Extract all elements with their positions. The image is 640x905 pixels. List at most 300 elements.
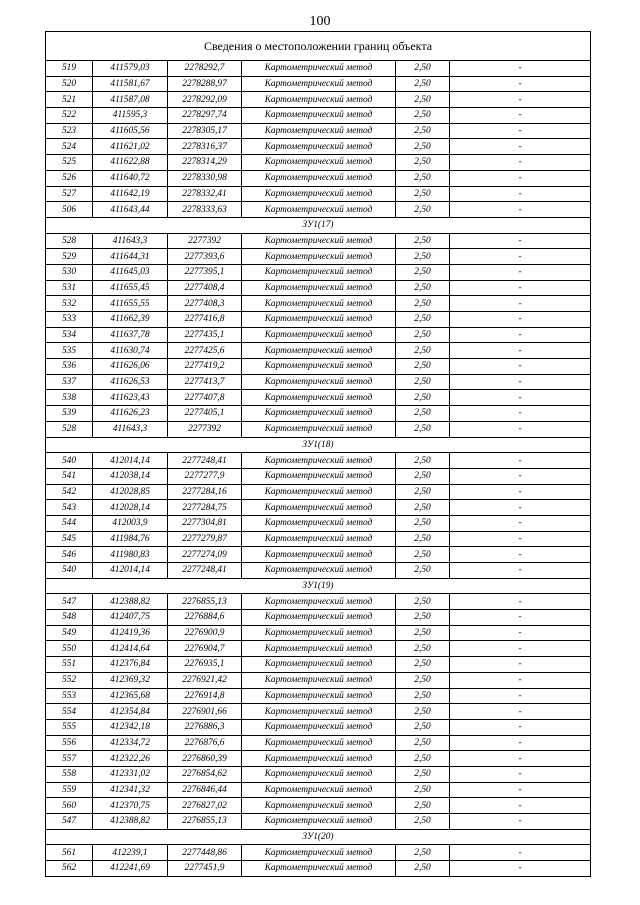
precision-cell: 2,50 — [396, 861, 450, 877]
y-coordinate-cell: 2276900,9 — [168, 625, 242, 641]
point-number-cell: 506 — [46, 202, 93, 218]
point-number-cell: 538 — [46, 390, 93, 406]
precision-cell: 2,50 — [396, 139, 450, 155]
precision-cell: 2,50 — [396, 108, 450, 124]
method-cell: Картометрический метод — [242, 625, 396, 641]
description-cell: - — [450, 594, 591, 610]
description-cell: - — [450, 688, 591, 704]
point-number-cell: 545 — [46, 531, 93, 547]
table-row — [46, 264, 591, 280]
x-coordinate-cell: 411595,3 — [93, 108, 168, 124]
method-cell: Картометрический метод — [242, 814, 396, 830]
point-number-cell: 539 — [46, 406, 93, 422]
x-coordinate-cell: 412354,84 — [93, 704, 168, 720]
y-coordinate-cell: 2277393,6 — [168, 249, 242, 265]
precision-cell: 2,50 — [396, 719, 450, 735]
precision-cell: 2,50 — [396, 327, 450, 343]
method-cell: Картометрический метод — [242, 76, 396, 92]
description-cell: - — [450, 390, 591, 406]
precision-cell: 2,50 — [396, 123, 450, 139]
method-cell: Картометрический метод — [242, 719, 396, 735]
point-number-cell: 560 — [46, 798, 93, 814]
point-number-cell: 555 — [46, 719, 93, 735]
method-cell: Картометрический метод — [242, 343, 396, 359]
x-coordinate-cell: 411642,19 — [93, 186, 168, 202]
precision-cell: 2,50 — [396, 735, 450, 751]
y-coordinate-cell: 2277435,1 — [168, 327, 242, 343]
description-cell: - — [450, 249, 591, 265]
description-cell: - — [450, 108, 591, 124]
table-row — [46, 610, 591, 626]
page-number: 100 — [309, 14, 331, 29]
precision-cell: 2,50 — [396, 264, 450, 280]
table-row — [46, 641, 591, 657]
y-coordinate-cell: 2276935,1 — [168, 657, 242, 673]
method-cell: Картометрический метод — [242, 735, 396, 751]
point-number-cell: 541 — [46, 468, 93, 484]
method-cell: Картометрический метод — [242, 766, 396, 782]
x-coordinate-cell: 411626,53 — [93, 374, 168, 390]
x-coordinate-cell: 412003,9 — [93, 515, 168, 531]
method-cell: Картометрический метод — [242, 92, 396, 108]
x-coordinate-cell: 411655,45 — [93, 280, 168, 296]
table-row — [46, 468, 591, 484]
precision-cell: 2,50 — [396, 672, 450, 688]
description-cell: - — [450, 845, 591, 861]
point-number-cell: 554 — [46, 704, 93, 720]
table-row — [46, 798, 591, 814]
x-coordinate-cell: 411621,02 — [93, 139, 168, 155]
table-row — [46, 688, 591, 704]
description-cell: - — [450, 563, 591, 579]
x-coordinate-cell: 411643,3 — [93, 421, 168, 437]
y-coordinate-cell: 2277392 — [168, 421, 242, 437]
y-coordinate-cell: 2277248,41 — [168, 563, 242, 579]
point-number-cell: 525 — [46, 155, 93, 171]
section-name: ЗУ1(18) — [46, 437, 591, 453]
point-number-cell: 520 — [46, 76, 93, 92]
precision-cell: 2,50 — [396, 798, 450, 814]
description-cell: - — [450, 751, 591, 767]
x-coordinate-cell: 411643,44 — [93, 202, 168, 218]
table-row — [46, 547, 591, 563]
method-cell: Картометрический метод — [242, 751, 396, 767]
description-cell: - — [450, 672, 591, 688]
point-number-cell: 533 — [46, 312, 93, 328]
point-number-cell: 550 — [46, 641, 93, 657]
table-row — [46, 170, 591, 186]
y-coordinate-cell: 2277448,86 — [168, 845, 242, 861]
y-coordinate-cell: 2277405,1 — [168, 406, 242, 422]
method-cell: Картометрический метод — [242, 61, 396, 77]
method-cell: Картометрический метод — [242, 500, 396, 516]
point-number-cell: 540 — [46, 453, 93, 469]
precision-cell: 2,50 — [396, 484, 450, 500]
y-coordinate-cell: 2277284,16 — [168, 484, 242, 500]
section-name: ЗУ1(19) — [46, 578, 591, 594]
x-coordinate-cell: 412334,72 — [93, 735, 168, 751]
x-coordinate-cell: 411622,88 — [93, 155, 168, 171]
y-coordinate-cell: 2277451,9 — [168, 861, 242, 877]
x-coordinate-cell: 411587,08 — [93, 92, 168, 108]
table-row — [46, 672, 591, 688]
table-row — [46, 327, 591, 343]
x-coordinate-cell: 412407,75 — [93, 610, 168, 626]
method-cell: Картометрический метод — [242, 139, 396, 155]
precision-cell: 2,50 — [396, 688, 450, 704]
table-row — [46, 531, 591, 547]
y-coordinate-cell: 2276854,62 — [168, 766, 242, 782]
section-name: ЗУ1(17) — [46, 217, 591, 233]
description-cell: - — [450, 76, 591, 92]
point-number-cell: 523 — [46, 123, 93, 139]
description-cell: - — [450, 782, 591, 798]
point-number-cell: 540 — [46, 563, 93, 579]
y-coordinate-cell: 2277284,75 — [168, 500, 242, 516]
table-row — [46, 359, 591, 375]
description-cell: - — [450, 343, 591, 359]
point-number-cell: 542 — [46, 484, 93, 500]
x-coordinate-cell: 412038,14 — [93, 468, 168, 484]
precision-cell: 2,50 — [396, 202, 450, 218]
precision-cell: 2,50 — [396, 515, 450, 531]
description-cell: - — [450, 814, 591, 830]
y-coordinate-cell: 2277395,1 — [168, 264, 242, 280]
description-cell: - — [450, 421, 591, 437]
point-number-cell: 543 — [46, 500, 93, 516]
method-cell: Картометрический метод — [242, 280, 396, 296]
section-header-row — [46, 578, 591, 594]
x-coordinate-cell: 412014,14 — [93, 453, 168, 469]
y-coordinate-cell: 2277407,8 — [168, 390, 242, 406]
method-cell: Картометрический метод — [242, 861, 396, 877]
x-coordinate-cell: 411630,74 — [93, 343, 168, 359]
point-number-cell: 558 — [46, 766, 93, 782]
precision-cell: 2,50 — [396, 312, 450, 328]
x-coordinate-cell: 412342,18 — [93, 719, 168, 735]
description-cell: - — [450, 625, 591, 641]
description-cell: - — [450, 123, 591, 139]
description-cell: - — [450, 798, 591, 814]
precision-cell: 2,50 — [396, 563, 450, 579]
description-cell: - — [450, 657, 591, 673]
precision-cell: 2,50 — [396, 751, 450, 767]
table-row — [46, 155, 591, 171]
table-row — [46, 719, 591, 735]
table-row — [46, 421, 591, 437]
method-cell: Картометрический метод — [242, 610, 396, 626]
table-row — [46, 139, 591, 155]
description-cell: - — [450, 264, 591, 280]
table-row — [46, 202, 591, 218]
precision-cell: 2,50 — [396, 766, 450, 782]
point-number-cell: 552 — [46, 672, 93, 688]
x-coordinate-cell: 412014,14 — [93, 563, 168, 579]
x-coordinate-cell: 411662,39 — [93, 312, 168, 328]
y-coordinate-cell: 2276904,7 — [168, 641, 242, 657]
x-coordinate-cell: 412388,82 — [93, 814, 168, 830]
y-coordinate-cell: 2277392 — [168, 233, 242, 249]
precision-cell: 2,50 — [396, 374, 450, 390]
point-number-cell: 527 — [46, 186, 93, 202]
y-coordinate-cell: 2277419,2 — [168, 359, 242, 375]
x-coordinate-cell: 411640,72 — [93, 170, 168, 186]
table-row — [46, 61, 591, 77]
method-cell: Картометрический метод — [242, 594, 396, 610]
y-coordinate-cell: 2277416,8 — [168, 312, 242, 328]
y-coordinate-cell: 2278333,63 — [168, 202, 242, 218]
x-coordinate-cell: 412365,68 — [93, 688, 168, 704]
method-cell: Картометрический метод — [242, 688, 396, 704]
method-cell: Картометрический метод — [242, 202, 396, 218]
precision-cell: 2,50 — [396, 359, 450, 375]
y-coordinate-cell: 2277277,9 — [168, 468, 242, 484]
table-title-row — [46, 32, 591, 61]
point-number-cell: 556 — [46, 735, 93, 751]
description-cell: - — [450, 547, 591, 563]
description-cell: - — [450, 233, 591, 249]
precision-cell: 2,50 — [396, 547, 450, 563]
method-cell: Картометрический метод — [242, 374, 396, 390]
table-row — [46, 453, 591, 469]
description-cell: - — [450, 170, 591, 186]
precision-cell: 2,50 — [396, 704, 450, 720]
precision-cell: 2,50 — [396, 155, 450, 171]
y-coordinate-cell: 2278332,41 — [168, 186, 242, 202]
precision-cell: 2,50 — [396, 500, 450, 516]
precision-cell: 2,50 — [396, 531, 450, 547]
method-cell: Картометрический метод — [242, 484, 396, 500]
precision-cell: 2,50 — [396, 625, 450, 641]
y-coordinate-cell: 2278330,98 — [168, 170, 242, 186]
method-cell: Картометрический метод — [242, 359, 396, 375]
point-number-cell: 521 — [46, 92, 93, 108]
method-cell: Картометрический метод — [242, 641, 396, 657]
x-coordinate-cell: 411626,23 — [93, 406, 168, 422]
method-cell: Картометрический метод — [242, 798, 396, 814]
precision-cell: 2,50 — [396, 594, 450, 610]
y-coordinate-cell: 2278305,17 — [168, 123, 242, 139]
x-coordinate-cell: 412369,32 — [93, 672, 168, 688]
x-coordinate-cell: 411623,43 — [93, 390, 168, 406]
description-cell: - — [450, 719, 591, 735]
description-cell: - — [450, 610, 591, 626]
point-number-cell: 546 — [46, 547, 93, 563]
y-coordinate-cell: 2276855,13 — [168, 594, 242, 610]
table-row — [46, 814, 591, 830]
point-number-cell: 528 — [46, 421, 93, 437]
table-title: Сведения о местоположении границ объекта — [46, 32, 591, 61]
table-row — [46, 92, 591, 108]
table-row — [46, 406, 591, 422]
point-number-cell: 528 — [46, 233, 93, 249]
table-row — [46, 108, 591, 124]
y-coordinate-cell: 2277304,81 — [168, 515, 242, 531]
description-cell: - — [450, 641, 591, 657]
point-number-cell: 562 — [46, 861, 93, 877]
description-cell: - — [450, 468, 591, 484]
description-cell: - — [450, 500, 591, 516]
method-cell: Картометрический метод — [242, 421, 396, 437]
point-number-cell: 529 — [46, 249, 93, 265]
description-cell: - — [450, 92, 591, 108]
point-number-cell: 544 — [46, 515, 93, 531]
y-coordinate-cell: 2278292,09 — [168, 92, 242, 108]
table-row — [46, 704, 591, 720]
table-row — [46, 563, 591, 579]
x-coordinate-cell: 412331,02 — [93, 766, 168, 782]
point-number-cell: 530 — [46, 264, 93, 280]
x-coordinate-cell: 412388,82 — [93, 594, 168, 610]
description-cell: - — [450, 312, 591, 328]
point-number-cell: 519 — [46, 61, 93, 77]
boundary-coordinates-table — [45, 31, 591, 877]
y-coordinate-cell: 2278316,37 — [168, 139, 242, 155]
point-number-cell: 561 — [46, 845, 93, 861]
method-cell: Картометрический метод — [242, 233, 396, 249]
description-cell: - — [450, 296, 591, 312]
method-cell: Картометрический метод — [242, 704, 396, 720]
point-number-cell: 522 — [46, 108, 93, 124]
table-row — [46, 657, 591, 673]
precision-cell: 2,50 — [396, 390, 450, 406]
method-cell: Картометрический метод — [242, 453, 396, 469]
description-cell: - — [450, 453, 591, 469]
x-coordinate-cell: 411626,06 — [93, 359, 168, 375]
y-coordinate-cell: 2277248,41 — [168, 453, 242, 469]
description-cell: - — [450, 406, 591, 422]
point-number-cell: 524 — [46, 139, 93, 155]
precision-cell: 2,50 — [396, 406, 450, 422]
x-coordinate-cell: 411643,3 — [93, 233, 168, 249]
point-number-cell: 537 — [46, 374, 93, 390]
section-header-row — [46, 829, 591, 845]
table-row — [46, 76, 591, 92]
precision-cell: 2,50 — [396, 186, 450, 202]
y-coordinate-cell: 2277408,3 — [168, 296, 242, 312]
table-row — [46, 374, 591, 390]
point-number-cell: 534 — [46, 327, 93, 343]
point-number-cell: 557 — [46, 751, 93, 767]
precision-cell: 2,50 — [396, 468, 450, 484]
method-cell: Картометрический метод — [242, 406, 396, 422]
y-coordinate-cell: 2276860,39 — [168, 751, 242, 767]
description-cell: - — [450, 202, 591, 218]
table-row — [46, 249, 591, 265]
x-coordinate-cell: 411655,55 — [93, 296, 168, 312]
description-cell: - — [450, 280, 591, 296]
table-row — [46, 280, 591, 296]
method-cell: Картометрический метод — [242, 845, 396, 861]
table-row — [46, 123, 591, 139]
point-number-cell: 548 — [46, 610, 93, 626]
method-cell: Картометрический метод — [242, 547, 396, 563]
method-cell: Картометрический метод — [242, 782, 396, 798]
x-coordinate-cell: 412322,26 — [93, 751, 168, 767]
table-row — [46, 296, 591, 312]
precision-cell: 2,50 — [396, 453, 450, 469]
table-row — [46, 500, 591, 516]
precision-cell: 2,50 — [396, 233, 450, 249]
precision-cell: 2,50 — [396, 61, 450, 77]
table-row — [46, 861, 591, 877]
method-cell: Картометрический метод — [242, 170, 396, 186]
description-cell: - — [450, 515, 591, 531]
description-cell: - — [450, 139, 591, 155]
x-coordinate-cell: 412419,36 — [93, 625, 168, 641]
table-row — [46, 735, 591, 751]
y-coordinate-cell: 2277413,7 — [168, 374, 242, 390]
precision-cell: 2,50 — [396, 296, 450, 312]
table-row — [46, 625, 591, 641]
x-coordinate-cell: 412341,32 — [93, 782, 168, 798]
y-coordinate-cell: 2276901,66 — [168, 704, 242, 720]
y-coordinate-cell: 2276855,13 — [168, 814, 242, 830]
x-coordinate-cell: 412028,85 — [93, 484, 168, 500]
x-coordinate-cell: 412241,69 — [93, 861, 168, 877]
precision-cell: 2,50 — [396, 92, 450, 108]
y-coordinate-cell: 2276914,8 — [168, 688, 242, 704]
y-coordinate-cell: 2277279,87 — [168, 531, 242, 547]
table-row — [46, 782, 591, 798]
table-row — [46, 845, 591, 861]
table-row — [46, 186, 591, 202]
y-coordinate-cell: 2277274,09 — [168, 547, 242, 563]
x-coordinate-cell: 411980,83 — [93, 547, 168, 563]
x-coordinate-cell: 411637,78 — [93, 327, 168, 343]
precision-cell: 2,50 — [396, 280, 450, 296]
method-cell: Картометрический метод — [242, 108, 396, 124]
method-cell: Картометрический метод — [242, 264, 396, 280]
description-cell: - — [450, 327, 591, 343]
description-cell: - — [450, 61, 591, 77]
point-number-cell: 531 — [46, 280, 93, 296]
y-coordinate-cell: 2276876,6 — [168, 735, 242, 751]
method-cell: Картометрический метод — [242, 249, 396, 265]
x-coordinate-cell: 411984,76 — [93, 531, 168, 547]
point-number-cell: 549 — [46, 625, 93, 641]
precision-cell: 2,50 — [396, 782, 450, 798]
method-cell: Картометрический метод — [242, 390, 396, 406]
y-coordinate-cell: 2278292,7 — [168, 61, 242, 77]
method-cell: Картометрический метод — [242, 515, 396, 531]
x-coordinate-cell: 411581,67 — [93, 76, 168, 92]
method-cell: Картометрический метод — [242, 327, 396, 343]
point-number-cell: 536 — [46, 359, 93, 375]
y-coordinate-cell: 2278288,97 — [168, 76, 242, 92]
description-cell: - — [450, 155, 591, 171]
point-number-cell: 526 — [46, 170, 93, 186]
method-cell: Картометрический метод — [242, 563, 396, 579]
y-coordinate-cell: 2278314,29 — [168, 155, 242, 171]
y-coordinate-cell: 2276886,3 — [168, 719, 242, 735]
table-row — [46, 751, 591, 767]
description-cell: - — [450, 186, 591, 202]
point-number-cell: 559 — [46, 782, 93, 798]
precision-cell: 2,50 — [396, 814, 450, 830]
table-row — [46, 233, 591, 249]
table-row — [46, 484, 591, 500]
x-coordinate-cell: 412414,64 — [93, 641, 168, 657]
precision-cell: 2,50 — [396, 170, 450, 186]
x-coordinate-cell: 412239,1 — [93, 845, 168, 861]
y-coordinate-cell: 2276827,02 — [168, 798, 242, 814]
method-cell: Картометрический метод — [242, 672, 396, 688]
description-cell: - — [450, 704, 591, 720]
y-coordinate-cell: 2278297,74 — [168, 108, 242, 124]
precision-cell: 2,50 — [396, 845, 450, 861]
method-cell: Картометрический метод — [242, 296, 396, 312]
